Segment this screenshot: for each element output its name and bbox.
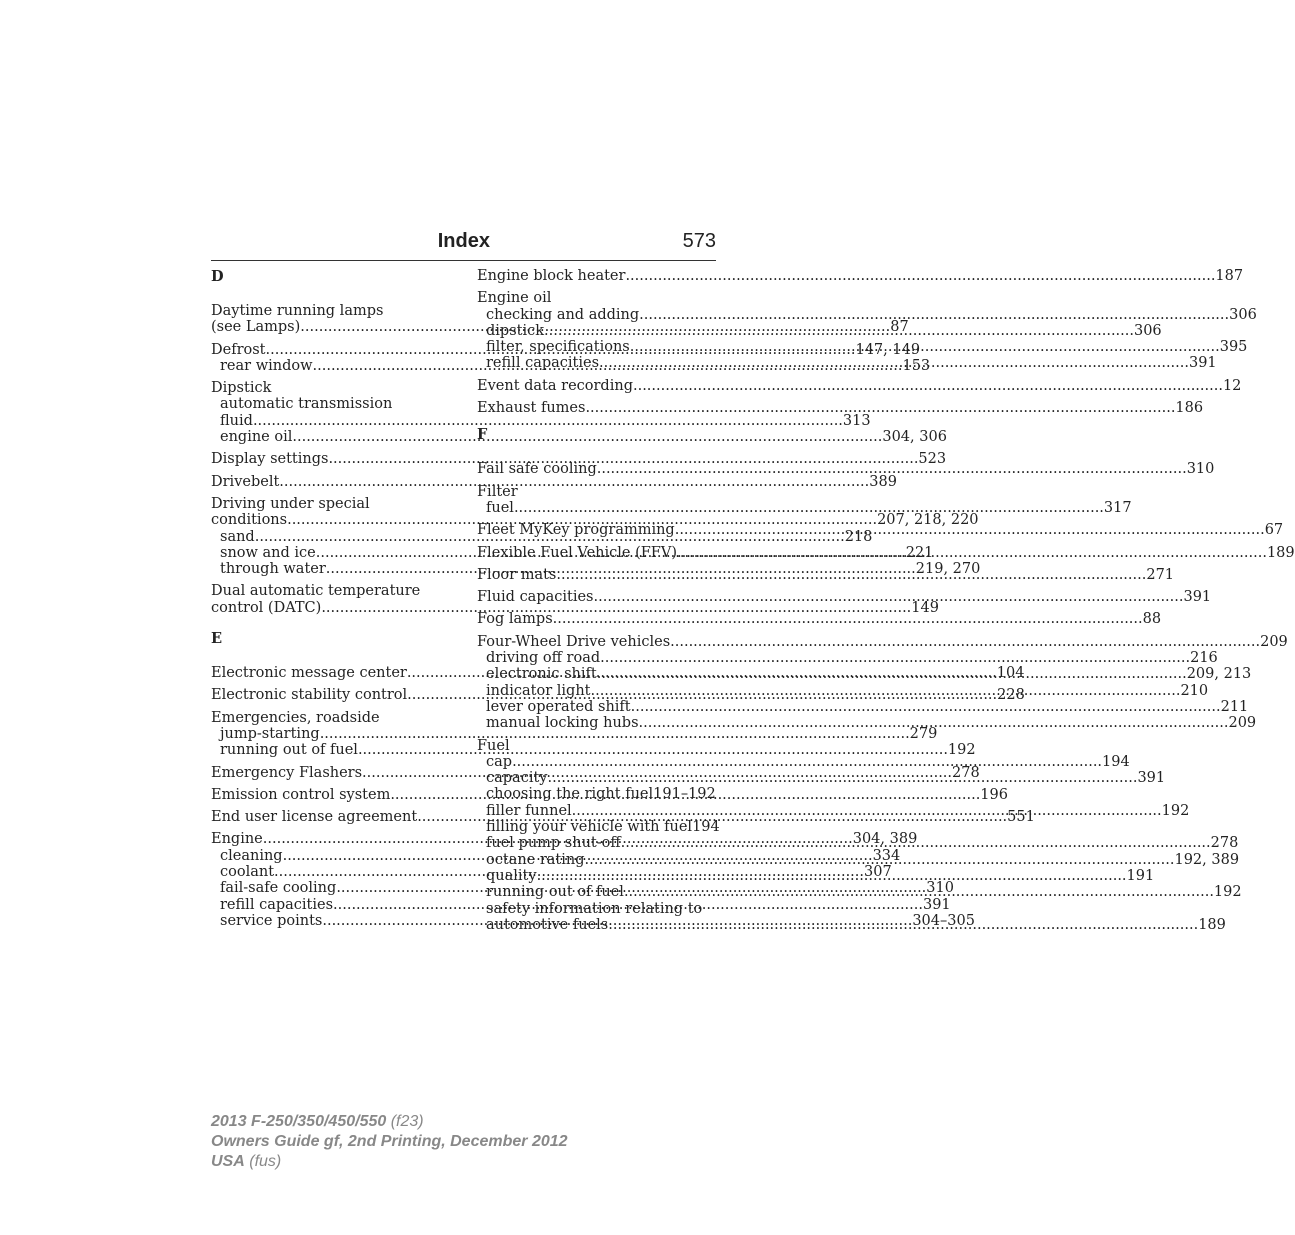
index-entry-line [211, 451, 947, 468]
index-entry-line [211, 599, 939, 616]
index-subentry-line [211, 412, 871, 429]
index-subentry-line [477, 499, 1132, 516]
index-subentry-line [211, 429, 947, 446]
footer-region-line [211, 1152, 568, 1172]
entry-term: capacity [486, 770, 548, 787]
dot-leader [572, 803, 1162, 819]
dot-leader [631, 699, 1221, 715]
dot-leader [675, 522, 1265, 538]
index-entry [477, 483, 1132, 517]
entry-term: service points [220, 912, 323, 929]
footer-region-code: (fus) [249, 1153, 282, 1170]
entry-term: Drivebelt [211, 473, 280, 490]
entry-term: engine oil [220, 429, 293, 446]
entry-term: Dipstick [211, 380, 272, 397]
entry-page-ref: 317 [1103, 499, 1132, 516]
entry-page-ref: 228 [997, 687, 1025, 704]
index-subentry-line [477, 698, 1249, 715]
footer-model-line [211, 1112, 568, 1132]
entry-page-ref: 192 [1161, 802, 1190, 819]
index-subentry-line [477, 786, 715, 802]
dot-leader [556, 567, 1146, 583]
entry-page-ref: 271 [1146, 566, 1175, 583]
entry-page-ref: 334 [872, 847, 901, 864]
entry-term: fluid [220, 412, 253, 429]
entry-page-ref: 391 [1137, 770, 1166, 787]
entry-term: sand [220, 528, 255, 545]
dot-leader [633, 378, 1223, 394]
entry-term: automatic transmission [220, 396, 393, 413]
dot-leader [590, 683, 1180, 699]
dot-leader [621, 835, 1211, 851]
entry-page-ref: 209 [1228, 715, 1257, 732]
dot-leader [639, 307, 1229, 323]
entry-term: cap [486, 753, 513, 770]
entry-term: filling your vehicle with fuel [486, 819, 693, 836]
entry-page-ref: 391 [1188, 355, 1217, 372]
dot-leader [597, 666, 1187, 682]
entry-page-ref: 149 [911, 599, 939, 616]
index-entry-line [477, 290, 715, 306]
entry-page-ref: 189 [1266, 544, 1295, 561]
entry-page-ref: 153 [902, 357, 931, 374]
entry-term: coolant [220, 864, 275, 881]
entry-page-ref: 279 [909, 725, 938, 742]
dot-leader [625, 268, 1215, 284]
entry-page-ref: 88 [1142, 611, 1162, 628]
index-entry [211, 451, 947, 468]
entry-page-ref: 304, 306 [882, 429, 947, 446]
entry-page-ref: 87 [890, 319, 909, 336]
index-entry-line [477, 611, 1162, 628]
index-entry-line [477, 633, 1288, 650]
index-entry-line [477, 589, 1212, 606]
footer-model: 2013 F-250/350/450/550 [211, 1113, 387, 1130]
dot-leader [639, 715, 1229, 731]
entry-term: driving off road [486, 650, 601, 667]
entry-term: checking and adding [486, 306, 640, 323]
entry-term: Dual automatic temperature [211, 583, 421, 600]
entry-term: Four-Wheel Drive vehicles [477, 633, 671, 650]
footer-region: USA [211, 1153, 245, 1170]
entry-term: Engine oil [477, 290, 552, 307]
entry-term: Display settings [211, 451, 329, 468]
dot-leader [544, 323, 1134, 339]
entry-term: Filter [477, 483, 518, 500]
entry-term: running out of fuel [220, 742, 358, 759]
index-entry-line [477, 484, 715, 500]
entry-page-ref: 551 [1007, 809, 1035, 826]
page-header [211, 230, 716, 261]
page-footer [211, 1112, 568, 1172]
entry-term: Electronic message center [211, 665, 407, 682]
entry-term: fuel [486, 499, 514, 516]
entry-term: manual locking hubs [486, 715, 639, 732]
entry-term: refill capacities [220, 896, 334, 913]
entry-term: Defrost [211, 341, 266, 358]
entry-term: Daytime running lamps [211, 303, 384, 319]
entry-term: through water [220, 561, 326, 578]
entry-term: electronic shift [486, 666, 597, 683]
entry-term: filler funnel [486, 802, 572, 819]
dot-leader [537, 868, 1127, 884]
index-entry-line [211, 380, 449, 396]
entry-term: rear window [220, 357, 313, 374]
entry-term: Engine [211, 831, 263, 848]
entry-term: Exhaust fumes [477, 400, 586, 417]
index-subentry-line [211, 725, 938, 742]
entry-term: jump-starting [220, 725, 320, 742]
entry-term: indicator light [486, 682, 591, 699]
index-entry-line [477, 400, 1204, 417]
dot-leader [624, 884, 1214, 900]
entry-page-ref: 187 [1215, 268, 1244, 284]
entry-page-ref: 391 [922, 896, 951, 913]
entry-term: refill capacities [486, 355, 600, 372]
entry-term: Fuel [477, 737, 510, 754]
entry-page-ref: 221 [905, 544, 934, 561]
index-entry-line [477, 738, 715, 754]
entry-page-ref: 304, 389 [852, 831, 918, 848]
index-subentry-line [477, 901, 715, 917]
dot-leader [553, 611, 1143, 627]
dot-leader [630, 339, 1220, 355]
entry-term: choosing the right fuel [486, 786, 654, 803]
entry-term: dipstick [486, 322, 545, 339]
index-entry-line [211, 473, 897, 490]
entry-page-ref: 191–192 [653, 786, 716, 803]
entry-term: Engine block heater [477, 268, 626, 284]
entry-page-ref: 211 [1220, 698, 1249, 715]
dot-leader [514, 500, 1104, 516]
index-entry [477, 589, 1212, 606]
entry-page-ref: 391 [1183, 589, 1212, 606]
entry-page-ref: 218 [844, 528, 873, 545]
index-entry [477, 268, 1244, 284]
entry-page-ref: 310 [1186, 461, 1215, 478]
index-entry-line [211, 583, 449, 599]
entry-term: Fail safe cooling [477, 461, 597, 478]
footer-guide-line [211, 1132, 568, 1152]
entry-page-ref: 194 [1102, 753, 1130, 770]
entry-term: Fleet MyKey programming [477, 522, 675, 539]
entry-term: Floor mats [477, 566, 557, 583]
index-entry-line [477, 268, 1244, 284]
entry-page-ref: 310 [926, 880, 954, 897]
page-number: 573 [682, 230, 716, 252]
dot-leader [677, 545, 1267, 561]
entry-term: fuel pump shut-off [486, 835, 621, 852]
entry-term: control (DATC) [211, 599, 322, 616]
index-subentry-line [477, 819, 720, 836]
entry-term: End user license agreement [211, 809, 418, 826]
entry-term: safety information relating to [486, 900, 703, 917]
footer-model-code: (f23) [390, 1113, 424, 1130]
entry-page-ref: 209, 213 [1186, 666, 1252, 683]
dot-leader [597, 461, 1187, 477]
entry-term: Electronic stability control [211, 687, 408, 704]
dot-leader [512, 754, 1102, 770]
entry-page-ref: 194 [692, 819, 720, 836]
entry-term: conditions [211, 512, 288, 529]
entry-page-ref: 192 [947, 742, 976, 759]
entry-page-ref: 307 [864, 864, 892, 881]
entry-page-ref: 278 [1210, 835, 1239, 852]
entry-page-ref: 192, 389 [1174, 851, 1240, 868]
entry-page-ref: 192 [1213, 884, 1242, 901]
entry-term: Flexible Fuel Vehicle (FFV) [477, 544, 677, 561]
index-subentry-line [477, 650, 1218, 667]
dot-leader [608, 917, 1198, 933]
section-letter-f: F [477, 426, 488, 444]
entry-term: Emergencies, roadside [211, 709, 380, 726]
dot-leader [585, 852, 1175, 868]
entry-page-ref: 389 [869, 473, 897, 490]
entry-term: fail-safe cooling [220, 880, 337, 897]
section-letter-e: E [211, 630, 223, 648]
entry-term: Emission control system [211, 786, 391, 803]
index-entry-line [211, 710, 449, 726]
section-letter-d: D [211, 268, 224, 285]
dot-leader [600, 650, 1190, 666]
entry-page-ref: 306 [1133, 322, 1162, 339]
page-title: Index [437, 230, 490, 252]
entry-page-ref: 147, 149 [855, 341, 921, 358]
entry-page-ref: 191 [1126, 867, 1155, 884]
entry-page-ref: 207, 218, 220 [877, 512, 979, 529]
entry-page-ref: 104 [996, 665, 1025, 682]
entry-page-ref: 523 [918, 451, 947, 468]
index-entry [477, 400, 1204, 417]
index-entry [477, 461, 1215, 478]
entry-page-ref: 313 [842, 412, 871, 429]
entry-page-ref: 209 [1260, 633, 1288, 650]
entry-term: Emergency Flashers [211, 764, 363, 781]
entry-page-ref: 216 [1190, 650, 1218, 667]
entry-page-ref: 219, 270 [915, 561, 981, 578]
index-subentry-line [477, 715, 1257, 732]
entry-term: filter, specifications [486, 339, 630, 356]
index-subentry-line [477, 753, 1130, 770]
entry-page-ref: 189 [1198, 916, 1226, 933]
index-entry [477, 611, 1162, 628]
dot-leader [547, 770, 1137, 786]
entry-term: Event data recording [477, 377, 633, 394]
entry-page-ref: 186 [1175, 400, 1204, 417]
entry-term: cleaning [220, 847, 283, 864]
entry-term: automotive fuels [486, 916, 609, 933]
index-entry [477, 377, 1242, 394]
index-entry-line [211, 496, 449, 512]
dot-leader [599, 355, 1189, 371]
index-entry-line [211, 303, 449, 319]
entry-term: quality [486, 867, 537, 884]
entry-page-ref: 304–305 [912, 912, 975, 929]
index-subentry-line [211, 396, 449, 412]
entry-term: octane rating [486, 851, 585, 868]
entry-page-ref: 210 [1180, 682, 1209, 699]
entry-term: Fluid capacities [477, 589, 594, 606]
index-entry-line [477, 377, 1242, 394]
entry-term: Driving under special [211, 495, 370, 512]
index-entry [211, 473, 897, 490]
entry-term: Fog lamps [477, 611, 553, 628]
dot-leader [594, 589, 1184, 605]
entry-page-ref: 278 [952, 764, 980, 781]
entry-page-ref: 395 [1219, 339, 1248, 356]
entry-term: snow and ice [220, 544, 316, 561]
entry-term: lever operated shift [486, 698, 631, 715]
dot-leader [670, 634, 1260, 650]
entry-page-ref: 196 [980, 786, 1008, 803]
entry-term: running out of fuel [486, 884, 624, 901]
footer-guide: Owners Guide gf, 2nd Printing, December 2012 [211, 1133, 568, 1150]
index-entry-line [477, 461, 1215, 478]
entry-page-ref: 12 [1222, 377, 1242, 394]
index-subentry-line [477, 306, 1257, 323]
entry-term: (see Lamps) [211, 319, 301, 336]
entry-page-ref: 306 [1229, 306, 1257, 323]
dot-leader [585, 400, 1175, 416]
entry-page-ref: 67 [1264, 522, 1284, 539]
index-subentry-line [211, 742, 976, 759]
index-entry-line [211, 512, 979, 529]
